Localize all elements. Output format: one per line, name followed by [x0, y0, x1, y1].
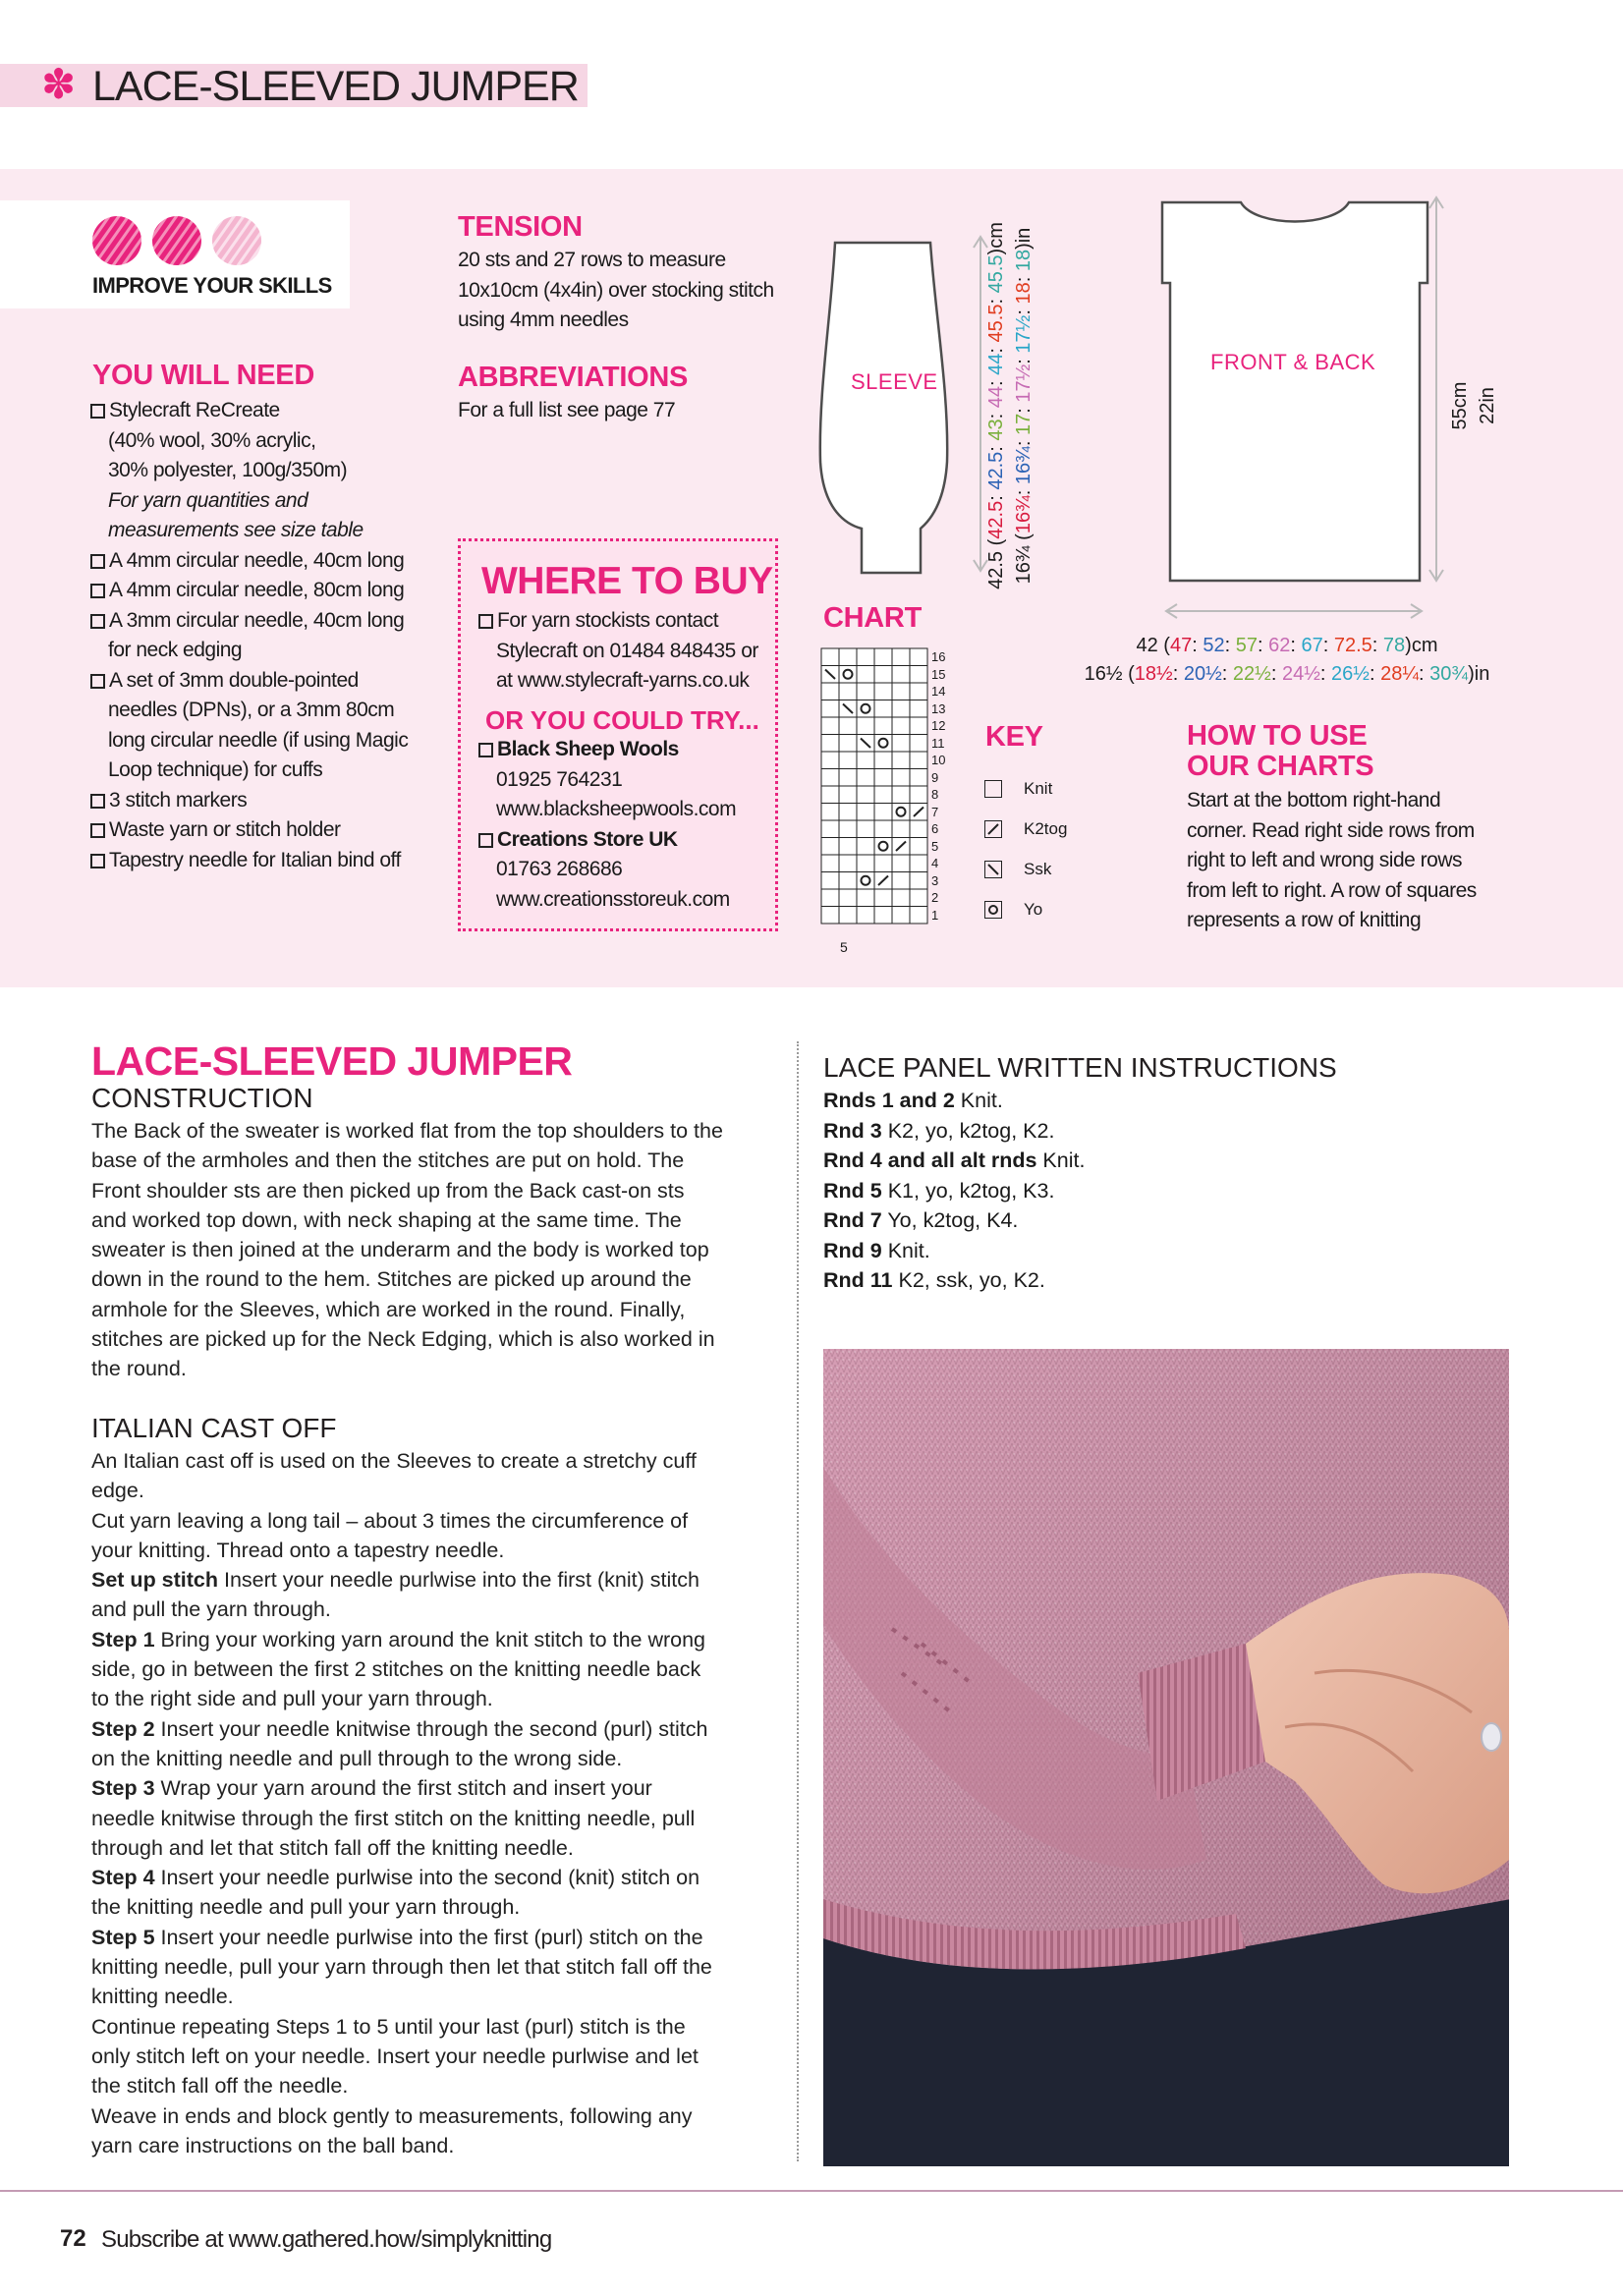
text-line: Step 3 Wrap your yarn around the first stitch and insert your [91, 1776, 652, 1801]
list-item: A 4mm circular needle, 80cm long [90, 576, 434, 606]
chart-cell [857, 872, 874, 890]
list-item: A set of 3mm double-pointed [90, 666, 434, 697]
text-line: the knitting needle and pull your yarn through. [91, 1895, 521, 1920]
chart-row-number: 3 [931, 872, 939, 888]
list-item-line: (40% wool, 30% acrylic, [108, 428, 316, 452]
how-to-use-title [1187, 721, 1373, 782]
chart-cell [857, 683, 874, 700]
chart-cell [892, 700, 910, 718]
chart-cell [839, 735, 857, 753]
text-line: yarn care instructions on the ball band. [91, 2133, 455, 2157]
text-line: only stitch left on your needle. Insert your needle purlwise and let [91, 2044, 699, 2068]
chart-cell [857, 752, 874, 769]
chart-cell [910, 700, 927, 718]
front-back-label: FRONT & BACK [1210, 350, 1376, 374]
chart-cell [910, 752, 927, 769]
you-will-need-title: YOU WILL NEED [92, 360, 314, 391]
construction-text [91, 1116, 799, 1384]
text-line: Rnd 9 Knit. [823, 1238, 930, 1262]
chart-cell [839, 666, 857, 684]
shop-name: Creations Store UK [478, 825, 736, 856]
text-line: your knitting. Thread onto a tapestry needle. [91, 1538, 505, 1562]
sleeve-length-cm: 42.5 (42.5: 42.5: 43: 44: 44: 45.5: 45.5)cm [985, 222, 1007, 589]
chart-cell [892, 683, 910, 700]
size-value: 26½ [1331, 663, 1370, 685]
footer-subscribe-link[interactable]: Subscribe at www.gathered.how/simplyknitting [101, 2226, 552, 2253]
size-value: 18½ [1134, 663, 1173, 685]
chart-cell [857, 648, 874, 666]
italian-cast-off-title: ITALIAN CAST OFF [91, 1413, 337, 1443]
list-item-line: needles (DPNs), or a 3mm 80cm [108, 699, 395, 721]
text-line: Rnd 5 K1, yo, k2tog, K3. [823, 1178, 1055, 1203]
key-label: Knit [1024, 779, 1053, 798]
list-item: 3 stitch markers [90, 786, 434, 816]
chart-cell [892, 735, 910, 753]
chart-cell [892, 769, 910, 787]
chart-cell [874, 907, 892, 924]
chart-cell [910, 889, 927, 907]
chart-row-number: 5 [931, 838, 939, 854]
chart-cell [910, 907, 927, 924]
chart-cell [821, 872, 839, 890]
shop-phone: 01925 764231 [496, 767, 623, 791]
key-label: Yo [1024, 900, 1043, 919]
key-item-k2tog [984, 819, 1067, 839]
front-back-schematic [1157, 195, 1434, 588]
chart-cell [910, 735, 927, 753]
skill-level-icon [90, 213, 277, 268]
chart-cell [910, 872, 927, 890]
chart-cell [874, 786, 892, 804]
chart-cell [892, 889, 910, 907]
list-item: A 4mm circular needle, 40cm long [90, 546, 434, 577]
chart-cell [874, 889, 892, 907]
chart-cell [892, 648, 910, 666]
chart-row-number: 11 [931, 735, 945, 751]
chart-cell [821, 907, 839, 924]
size-value: 28¼ [1380, 663, 1420, 685]
chart-cell [821, 855, 839, 872]
chart-row-number: 14 [931, 684, 946, 699]
text-line: Rnd 3 K2, yo, k2tog, K2. [823, 1118, 1055, 1143]
size-value: 42.5 [985, 451, 1007, 490]
size-value: 78 [1382, 635, 1406, 656]
skill-label: IMPROVE YOUR SKILLS [92, 273, 332, 298]
size-value: 24½ [1281, 663, 1320, 685]
chart-cell [874, 735, 892, 753]
chart-cell [839, 889, 857, 907]
text-line: The Back of the sweater is worked flat from the top shoulders to the [91, 1119, 723, 1143]
size-value: 17½ [1013, 314, 1035, 354]
sleeve-schematic [815, 236, 953, 575]
how-to-use-line: from left to right. A row of squares [1187, 878, 1477, 902]
chart-cell [857, 666, 874, 684]
shop-link[interactable]: www.creationsstoreuk.com [496, 887, 730, 911]
size-value: 17 [1013, 413, 1035, 436]
shop-link[interactable]: www.blacksheepwools.com [496, 798, 737, 820]
chart-cell [874, 804, 892, 821]
chart-cell [821, 717, 839, 735]
you-will-need-list [90, 396, 434, 875]
body-width-in: 16½ (18½: 20½: 22½: 24½: 26½: 28¼: 30¾)in [1084, 663, 1490, 685]
size-value: 43 [985, 419, 1007, 441]
knit-symbol-icon [984, 780, 1002, 798]
size-value: 42.5 [985, 500, 1007, 539]
chart-cell [910, 820, 927, 838]
size-value: 45.5 [985, 304, 1007, 343]
sleeve-length-label [982, 209, 1037, 602]
chart-cell [839, 683, 857, 700]
abbreviations-text: For a full list see page 77 [458, 399, 676, 421]
chart-cell [821, 889, 839, 907]
chart-cell [857, 700, 874, 718]
tension-line: 10x10cm (4x4in) over stocking stitch [458, 278, 774, 302]
chart-cell [857, 889, 874, 907]
chart-cell [874, 855, 892, 872]
shop-list [478, 735, 736, 915]
chart-cell [839, 855, 857, 872]
chart-cell [874, 717, 892, 735]
text-line: Weave in ends and block gently to measurements, following any [91, 2103, 693, 2128]
chart-cell [910, 683, 927, 700]
chart-row-number: 10 [931, 753, 946, 767]
how-to-use-text [1187, 786, 1477, 936]
sleeve-length-in: 16¾ (16¾: 16¾: 17: 17½: 17½: 18: 18)in [1013, 227, 1035, 585]
text-line: knitting needle. [91, 1985, 234, 2009]
size-value: 72.5 [1333, 635, 1372, 656]
text-line: Continue repeating Steps 1 to 5 until your last (purl) stitch is the [91, 2014, 686, 2039]
tension-line: 20 sts and 27 rows to measure [458, 249, 726, 271]
chart-cell [874, 820, 892, 838]
how-to-use-line: corner. Read right side rows from [1187, 818, 1475, 842]
size-value: 18 [1013, 249, 1035, 272]
list-item-line: 30% polyester, 100g/350m) [108, 459, 348, 481]
tension-title: TENSION [458, 211, 583, 243]
text-line: on the knitting needle and pull through to the wrong side. [91, 1746, 623, 1770]
text-line: Step 1 Bring your working yarn around the knit stitch to the wrong [91, 1627, 706, 1652]
chart-cell [857, 855, 874, 872]
chart-cell [839, 769, 857, 787]
chart-row-number: 9 [931, 769, 939, 785]
chart-cell [874, 683, 892, 700]
chart-cell [839, 786, 857, 804]
chart-cell [821, 838, 839, 856]
shop-phone: 01763 268686 [496, 858, 623, 880]
chart-cell [857, 769, 874, 787]
chart-cell [910, 838, 927, 856]
chart-cell [821, 769, 839, 787]
chart-cell [910, 855, 927, 872]
size-value: 30¾ [1429, 663, 1469, 685]
size-value: 57 [1235, 635, 1258, 656]
chart-cell [857, 786, 874, 804]
lace-panel-title: LACE PANEL WRITTEN INSTRUCTIONS [823, 1052, 1337, 1083]
chart-title: CHART [823, 602, 922, 634]
chart-cell [857, 820, 874, 838]
chart-row-number: 12 [931, 718, 946, 733]
key-label: Ssk [1024, 860, 1052, 878]
chart-row-number: 15 [931, 666, 946, 682]
list-item-line: Loop technique) for cuffs [108, 758, 323, 781]
text-line: the round. [91, 1357, 187, 1381]
chart-cell [910, 717, 927, 735]
chart-cell [892, 820, 910, 838]
list-item: A 3mm circular needle, 40cm long [90, 606, 434, 637]
chart-cell [857, 838, 874, 856]
text-line: Rnd 7 Yo, k2tog, K4. [823, 1208, 1019, 1232]
chart-cell [910, 786, 927, 804]
chart-cell [821, 648, 839, 666]
text-line: and pull the yarn through. [91, 1597, 331, 1622]
text-line: edge. [91, 1479, 144, 1503]
chart-cell [892, 804, 910, 821]
text-line: Set up stitch Insert your needle purlwise into the first (knit) stitch [91, 1568, 700, 1593]
chart-row-number: 8 [931, 787, 939, 802]
chart-cell [874, 700, 892, 718]
text-line: Step 4 Insert your needle purlwise into the second (knit) stitch on [91, 1866, 700, 1890]
chart-cell [874, 752, 892, 769]
chart-cell [857, 804, 874, 821]
chart-cell [821, 700, 839, 718]
chart-cell [821, 752, 839, 769]
chart-cell [892, 666, 910, 684]
construction-title: CONSTRUCTION [91, 1083, 313, 1113]
list-item-note: measurements see size table [108, 519, 364, 541]
text-line: Rnd 4 and all alt rnds Knit. [823, 1148, 1086, 1172]
lace-chart [819, 646, 949, 927]
chart-cell [821, 683, 839, 700]
list-item-line: for neck edging [108, 639, 243, 661]
text-line: and worked top down, with neck shaping at the same time. The [91, 1207, 682, 1232]
text-line: An Italian cast off is used on the Sleeves to create a stretchy cuff [91, 1449, 697, 1473]
list-item: Tapestry needle for Italian bind off [90, 846, 434, 876]
k2tog-symbol-icon [984, 820, 1002, 838]
chart-cell [892, 786, 910, 804]
text-line: Step 5 Insert your needle purlwise into the first (purl) stitch on the [91, 1925, 703, 1949]
flower-icon: ✽ [41, 61, 77, 107]
shop-name: Black Sheep Wools [478, 735, 736, 765]
text-line: knitting needle, pull your yarn through then let that stitch fall off the [91, 1955, 712, 1980]
chart-cell [874, 666, 892, 684]
size-value: 44 [985, 353, 1007, 375]
how-to-use-line: Start at the bottom right-hand [1187, 789, 1441, 812]
chart-row-number: 2 [931, 890, 939, 905]
text-line: down in the round to the hem. Stitches are picked up around the [91, 1267, 692, 1292]
size-value: 67 [1301, 635, 1323, 656]
size-value: 20½ [1183, 663, 1222, 685]
abbreviations-title: ABBREVIATIONS [458, 362, 689, 393]
size-value: 16¾ [1013, 495, 1035, 534]
size-value: 44 [985, 385, 1007, 409]
article-title: LACE-SLEEVED JUMPER [91, 1038, 573, 1084]
size-value: 47 [1169, 635, 1193, 656]
text-line: Cut yarn leaving a long tail – about 3 times the circumference of [91, 1508, 689, 1533]
text-line: Rnds 1 and 2 Knit. [823, 1089, 1003, 1112]
list-item-note: For yarn quantities and [108, 488, 308, 512]
page-title: LACE-SLEEVED JUMPER [92, 63, 579, 110]
column-divider [797, 1041, 799, 2161]
alt-shops-title: OR YOU COULD TRY... [485, 705, 759, 735]
where-to-buy-text [478, 606, 758, 697]
size-value: 45.5 [985, 254, 1007, 294]
body-length-in: 22in [1477, 387, 1498, 424]
size-value: 62 [1268, 635, 1291, 656]
chart-cell [857, 717, 874, 735]
chart-cell [910, 666, 927, 684]
where-to-buy-title: WHERE TO BUY [481, 560, 773, 602]
chart-cell [839, 752, 857, 769]
skill-box [0, 200, 350, 308]
size-value: 16¾ [1013, 446, 1035, 485]
chart-row-number: 7 [931, 804, 939, 819]
body-length-cm: 55cm [1449, 381, 1471, 430]
lace-panel-instructions [823, 1086, 1085, 1296]
chart-cell [892, 855, 910, 872]
chart-cell [892, 717, 910, 735]
text-line: sweater is then joined at the underarm and the body is worked top [91, 1238, 709, 1262]
chart-cell [892, 752, 910, 769]
text-line: side, go in between the first 2 stitches on the knitting needle back [91, 1657, 701, 1682]
how-to-use-line: represents a row of knitting [1187, 909, 1422, 931]
how-to-use-line: right to left and wrong side rows [1187, 849, 1462, 871]
size-value: 22½ [1232, 663, 1271, 685]
text-line: Front shoulder sts are then picked up from the Back cast-on sts [91, 1178, 685, 1203]
chart-cell [892, 872, 910, 890]
chart-row-number: 6 [931, 821, 939, 836]
yo-symbol-icon [984, 901, 1002, 919]
chart-cell [839, 907, 857, 924]
tension-text [458, 246, 774, 336]
key-item-yo [984, 900, 1042, 920]
chart-row-number: 16 [931, 649, 946, 664]
chart-col-label: 5 [840, 939, 848, 955]
ssk-symbol-icon [984, 861, 1002, 878]
key-item-knit [984, 779, 1052, 799]
jumper-photo [823, 1349, 1509, 2166]
how-to-use-title-line: OUR CHARTS [1187, 751, 1374, 782]
text-line: Rnd 11 K2, ssk, yo, K2. [823, 1268, 1045, 1292]
text-line: through and let that stitch fall off the knitting needle. [91, 1835, 574, 1860]
chart-cell [910, 648, 927, 666]
chart-cell [839, 838, 857, 856]
footer-rule [0, 2190, 1623, 2192]
page-number: 72 [60, 2225, 86, 2252]
chart-cell [874, 838, 892, 856]
key-title: KEY [985, 721, 1043, 753]
chart-row-number: 1 [931, 907, 939, 923]
chart-cell [821, 735, 839, 753]
chart-row-number: 13 [931, 700, 946, 716]
chart-cell [821, 786, 839, 804]
body-length-arrow [1427, 193, 1446, 586]
text-line: to the right side and pull your yarn through. [91, 1687, 493, 1711]
chart-cell [839, 872, 857, 890]
chart-cell [874, 769, 892, 787]
chart-cell [821, 820, 839, 838]
chart-cell [857, 907, 874, 924]
size-value: 18 [1013, 282, 1035, 305]
how-to-use-title-line: HOW TO USE [1187, 720, 1368, 752]
text-line: base of the armholes and then the stitches are put on hold. The [91, 1148, 685, 1173]
list-item: Stylecraft ReCreate [90, 396, 434, 426]
size-value: 52 [1203, 635, 1225, 656]
text-line: stitches are picked up for the Neck Edging, which is also worked in [91, 1327, 715, 1352]
tension-line: using 4mm needles [458, 308, 629, 331]
key-item-ssk [984, 860, 1051, 879]
italian-cast-off-text [91, 1446, 799, 2160]
chart-cell [839, 717, 857, 735]
body-width-label [1041, 632, 1533, 689]
list-item-line: Stylecraft on 01484 848435 or [496, 639, 758, 662]
text-line: Step 2 Insert your needle knitwise through the second (purl) stitch [91, 1716, 708, 1741]
chart-cell [839, 804, 857, 821]
body-width-arrow [1161, 601, 1427, 621]
sleeve-label: SLEEVE [851, 369, 938, 394]
text-line: needle knitwise through the first stitch on the knitting needle, pull [91, 1806, 696, 1830]
list-item-line: at www.stylecraft-yarns.co.uk [496, 669, 750, 692]
key-label: K2tog [1024, 819, 1068, 838]
body-length-label [1446, 308, 1501, 504]
chart-row-number: 4 [931, 856, 939, 870]
body-width-cm: 42 (47: 52: 57: 62: 67: 72.5: 78)cm [1136, 635, 1438, 656]
chart-cell [839, 820, 857, 838]
size-value: 17½ [1013, 364, 1035, 403]
chart-cell [874, 648, 892, 666]
chart-cell [910, 769, 927, 787]
chart-cell [839, 648, 857, 666]
chart-cell [821, 804, 839, 821]
list-item: Waste yarn or stitch holder [90, 815, 434, 846]
list-item: For yarn stockists contact [478, 606, 758, 637]
text-line: armhole for the Sleeves, which are worked in the round. Finally, [91, 1297, 686, 1321]
list-item-line: long circular needle (if using Magic [108, 728, 409, 752]
text-line: the stitch fall off the needle. [91, 2074, 349, 2099]
chart-cell [892, 907, 910, 924]
